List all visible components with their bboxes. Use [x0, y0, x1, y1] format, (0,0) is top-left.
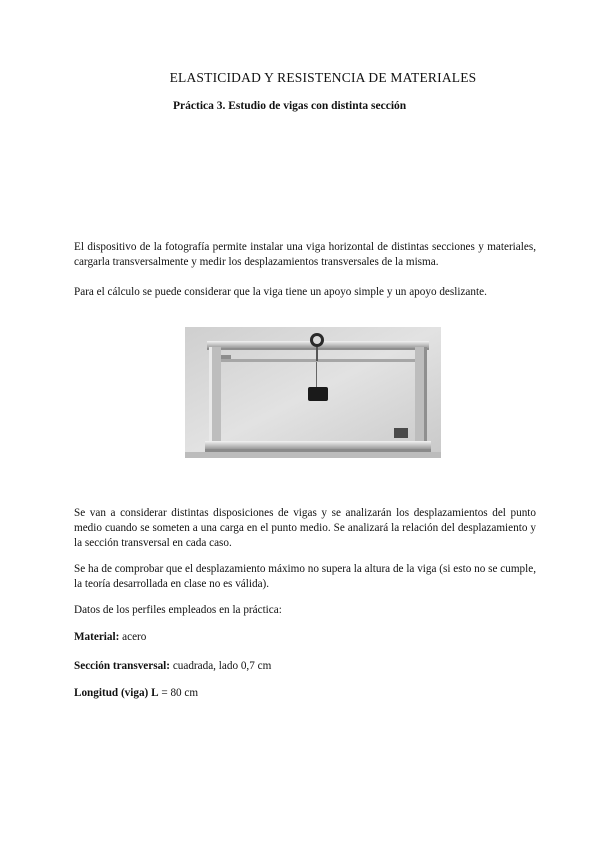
photo-right-clamp: [394, 428, 408, 438]
spec-material-label: Material:: [74, 631, 120, 643]
photo-dial-gauge-face: [313, 336, 321, 344]
beam-apparatus-photo: [185, 327, 441, 458]
spec-length: [74, 686, 536, 701]
paragraph-data-intro: Datos de los perfiles empleados en la práctica:: [74, 604, 282, 616]
paragraph-calculation: Para el cálculo se puede considerar que la viga tiene un apoyo simple y un apoyo deslizante.: [74, 286, 487, 298]
spec-section-value: cuadrada, lado 0,7 cm: [170, 660, 272, 672]
photo-bottom-rail-shadow: [205, 449, 431, 452]
photo-floor: [185, 452, 441, 458]
photo-bottom-rail: [205, 441, 431, 449]
paragraph-intro: El dispositivo de la fotografía permite instalar una viga horizontal de distintas secciones y materiales, cargarla transversalmente y medir los desplazamientos transversales de la misma.: [74, 241, 536, 268]
spec-material-value: acero: [119, 631, 147, 643]
paragraph-dispositions: Se van a considerar distintas disposiciones de vigas y se analizarán los desplazamientos del punto medio cuando se someten a una carga en el punto medio. Se analizará la relación del desplazamiento y la sección transversal en cada caso.: [74, 507, 536, 549]
photo-right-upright-edge: [424, 347, 427, 445]
photo-dial-stem: [316, 347, 318, 361]
spec-material: [74, 630, 536, 645]
paragraph-check: Se ha de comprobar que el desplazamiento máximo no supera la altura de la viga (si esto no se cumple, la teoría desarrollada en clase no es válida).: [74, 563, 536, 590]
photo-weight: [308, 387, 328, 401]
photo-string: [316, 362, 317, 388]
spec-length-label: Longitud (viga) L: [74, 687, 159, 699]
document-subtitle: Práctica 3. Estudio de vigas con distinta sección: [173, 100, 407, 112]
document-title: ELASTICIDAD Y RESISTENCIA DE MATERIALES: [169, 70, 477, 85]
spec-section: [74, 659, 536, 674]
photo-left-bracket: [221, 355, 231, 359]
photo-left-upright-edge: [209, 347, 212, 445]
spec-section-label: Sección transversal:: [74, 660, 171, 672]
spec-length-value: = 80 cm: [158, 687, 199, 699]
